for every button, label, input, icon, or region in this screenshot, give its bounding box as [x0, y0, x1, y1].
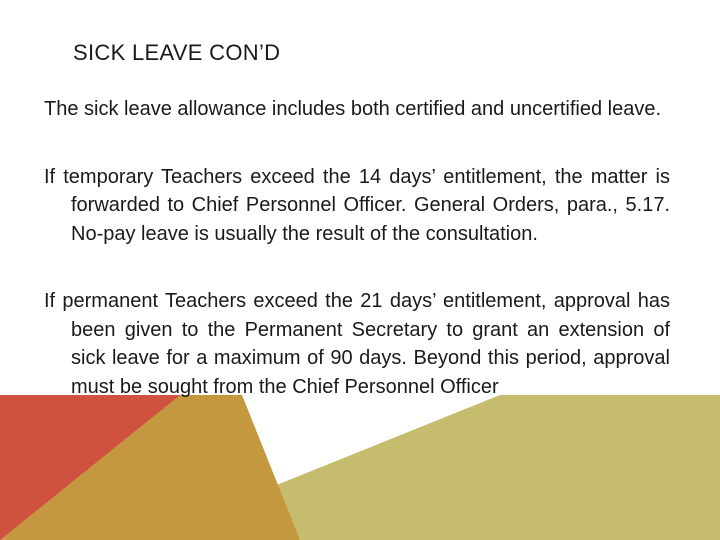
slide-body: [44, 95, 670, 401]
paragraph-allowance: The sick leave allowance includes both certified and uncertified leave.: [44, 98, 662, 120]
paragraph-permanent-teachers: If permanent Teachers exceed the 21 days’ entitlement, approval has been given to the Permanent Secretary to grant an extension of sick leave for a maximum of 90 days. Beyond this period, approval must be sought from the Chief Personnel Officer: [44, 290, 670, 398]
paragraph-temporary-teachers: If temporary Teachers exceed the 14 days’ entitlement, the matter is forwarded to Chief Personnel Officer. General Orders, para., 5.17. No-pay leave is usually the result of the consultation.: [44, 165, 670, 245]
slide-title: SICK LEAVE CON’D: [73, 40, 281, 65]
